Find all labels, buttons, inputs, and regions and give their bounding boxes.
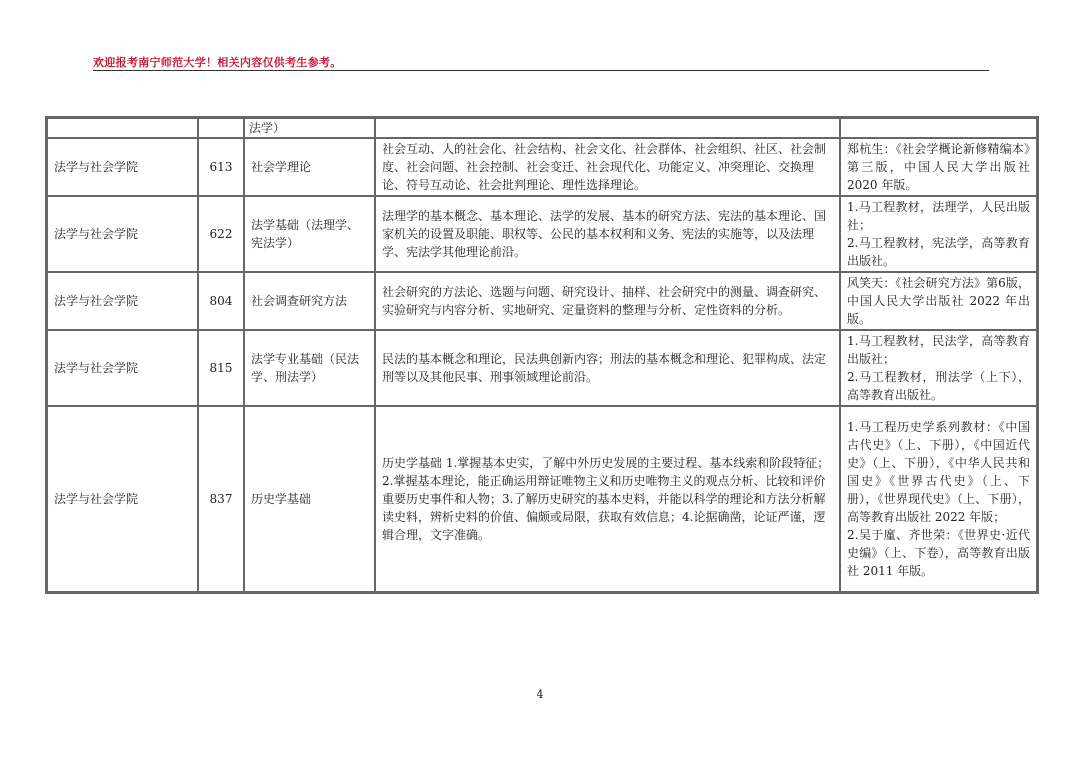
college-cell bbox=[47, 118, 198, 138]
refs-cell: 1.马工程历史学系列教材：《中国古代史》（上、下册），《中国近代史》（上、下册），《中华人民共和国史》《世界古代史》（上、下册），《世界现代史》（上、下册），高等教育出版社 2022 年版； 2.吴于廑、齐世荣：《世界史·近代史编》（上、下卷），高等教育出版社 2011 年版。 bbox=[840, 406, 1037, 592]
scope-cell bbox=[375, 118, 840, 138]
code-cell: 804 bbox=[198, 272, 244, 330]
table-row bbox=[47, 196, 1037, 272]
code-cell: 613 bbox=[198, 138, 244, 196]
table-row bbox=[47, 330, 1037, 406]
college-cell: 法学与社会学院 bbox=[47, 196, 198, 272]
refs-cell: 1.马工程教材，民法学，高等教育出版社； 2.马工程教材，刑法学（上下），高等教育出版社。 bbox=[840, 330, 1037, 406]
code-cell: 815 bbox=[198, 330, 244, 406]
refs-cell: 郑杭生：《社会学概论新修精编本》第三版，中国人民大学出版社 2020 年版。 bbox=[840, 138, 1037, 196]
scope-cell: 社会互动、人的社会化、社会结构、社会文化、社会群体、社会组织、社区、社会制度、社会问题、社会控制、社会变迁、社会现代化、功能定义、冲突理论、交换理论、符号互动论、社会批判理论、理性选择理论。 bbox=[375, 138, 840, 196]
table-row bbox=[47, 406, 1037, 592]
subject-cell: 社会调查研究方法 bbox=[244, 272, 375, 330]
scope-cell: 社会研究的方法论、选题与问题、研究设计、抽样、社会研究中的测量、调查研究、实验研究与内容分析、实地研究、定量资料的整理与分析、定性资料的分析。 bbox=[375, 272, 840, 330]
college-cell: 法学与社会学院 bbox=[47, 138, 198, 196]
scope-cell: 民法的基本概念和理论，民法典创新内容；刑法的基本概念和理论、犯罪构成、法定刑等以及其他民事、刑事领域理论前沿。 bbox=[375, 330, 840, 406]
subject-cell: 法学） bbox=[244, 118, 375, 138]
header-divider bbox=[93, 70, 989, 71]
code-cell bbox=[198, 118, 244, 138]
table-row bbox=[47, 272, 1037, 330]
subject-cell: 社会学理论 bbox=[244, 138, 375, 196]
scope-cell: 法理学的基本概念、基本理论、法学的发展、基本的研究方法、宪法的基本理论、国家机关的设置及职能、职权等、公民的基本权利和义务、宪法的实施等，以及法理学、宪法学其他理论前沿。 bbox=[375, 196, 840, 272]
refs-cell bbox=[840, 118, 1037, 138]
header-notice: 欢迎报考南宁师范大学！相关内容仅供考生参考。 bbox=[93, 56, 342, 69]
college-cell: 法学与社会学院 bbox=[47, 406, 198, 592]
page-number: 4 bbox=[536, 688, 544, 701]
refs-cell: 1.马工程教材，法理学，人民出版社； 2.马工程教材，宪法学，高等教育出版社。 bbox=[840, 196, 1037, 272]
scope-cell: 历史学基础 1.掌握基本史实，了解中外历史发展的主要过程、基本线索和阶段特征；2.掌握基本理论，能正确运用辩证唯物主义和历史唯物主义的观点分析、比较和评价重要历史事件和人物；3.了解历史研究的基本史料，并能以科学的理论和方法分析解读史料，辨析史料的价值、偏颇或局限，获取有效信息；4.论据确凿，论证严谨，逻辑合理，文字准确。 bbox=[375, 406, 840, 592]
college-cell: 法学与社会学院 bbox=[47, 330, 198, 406]
table-row bbox=[47, 138, 1037, 196]
subject-cell: 法学专业基础（民法学、刑法学） bbox=[244, 330, 375, 406]
code-cell: 837 bbox=[198, 406, 244, 592]
college-cell: 法学与社会学院 bbox=[47, 272, 198, 330]
subject-cell: 法学基础（法理学、宪法学） bbox=[244, 196, 375, 272]
code-cell: 622 bbox=[198, 196, 244, 272]
refs-cell: 风笑天：《社会研究方法》第6版，中国人民大学出版社 2022 年出版。 bbox=[840, 272, 1037, 330]
syllabus-table bbox=[45, 116, 1039, 594]
table-row-continued bbox=[47, 118, 1037, 138]
subject-cell: 历史学基础 bbox=[244, 406, 375, 592]
